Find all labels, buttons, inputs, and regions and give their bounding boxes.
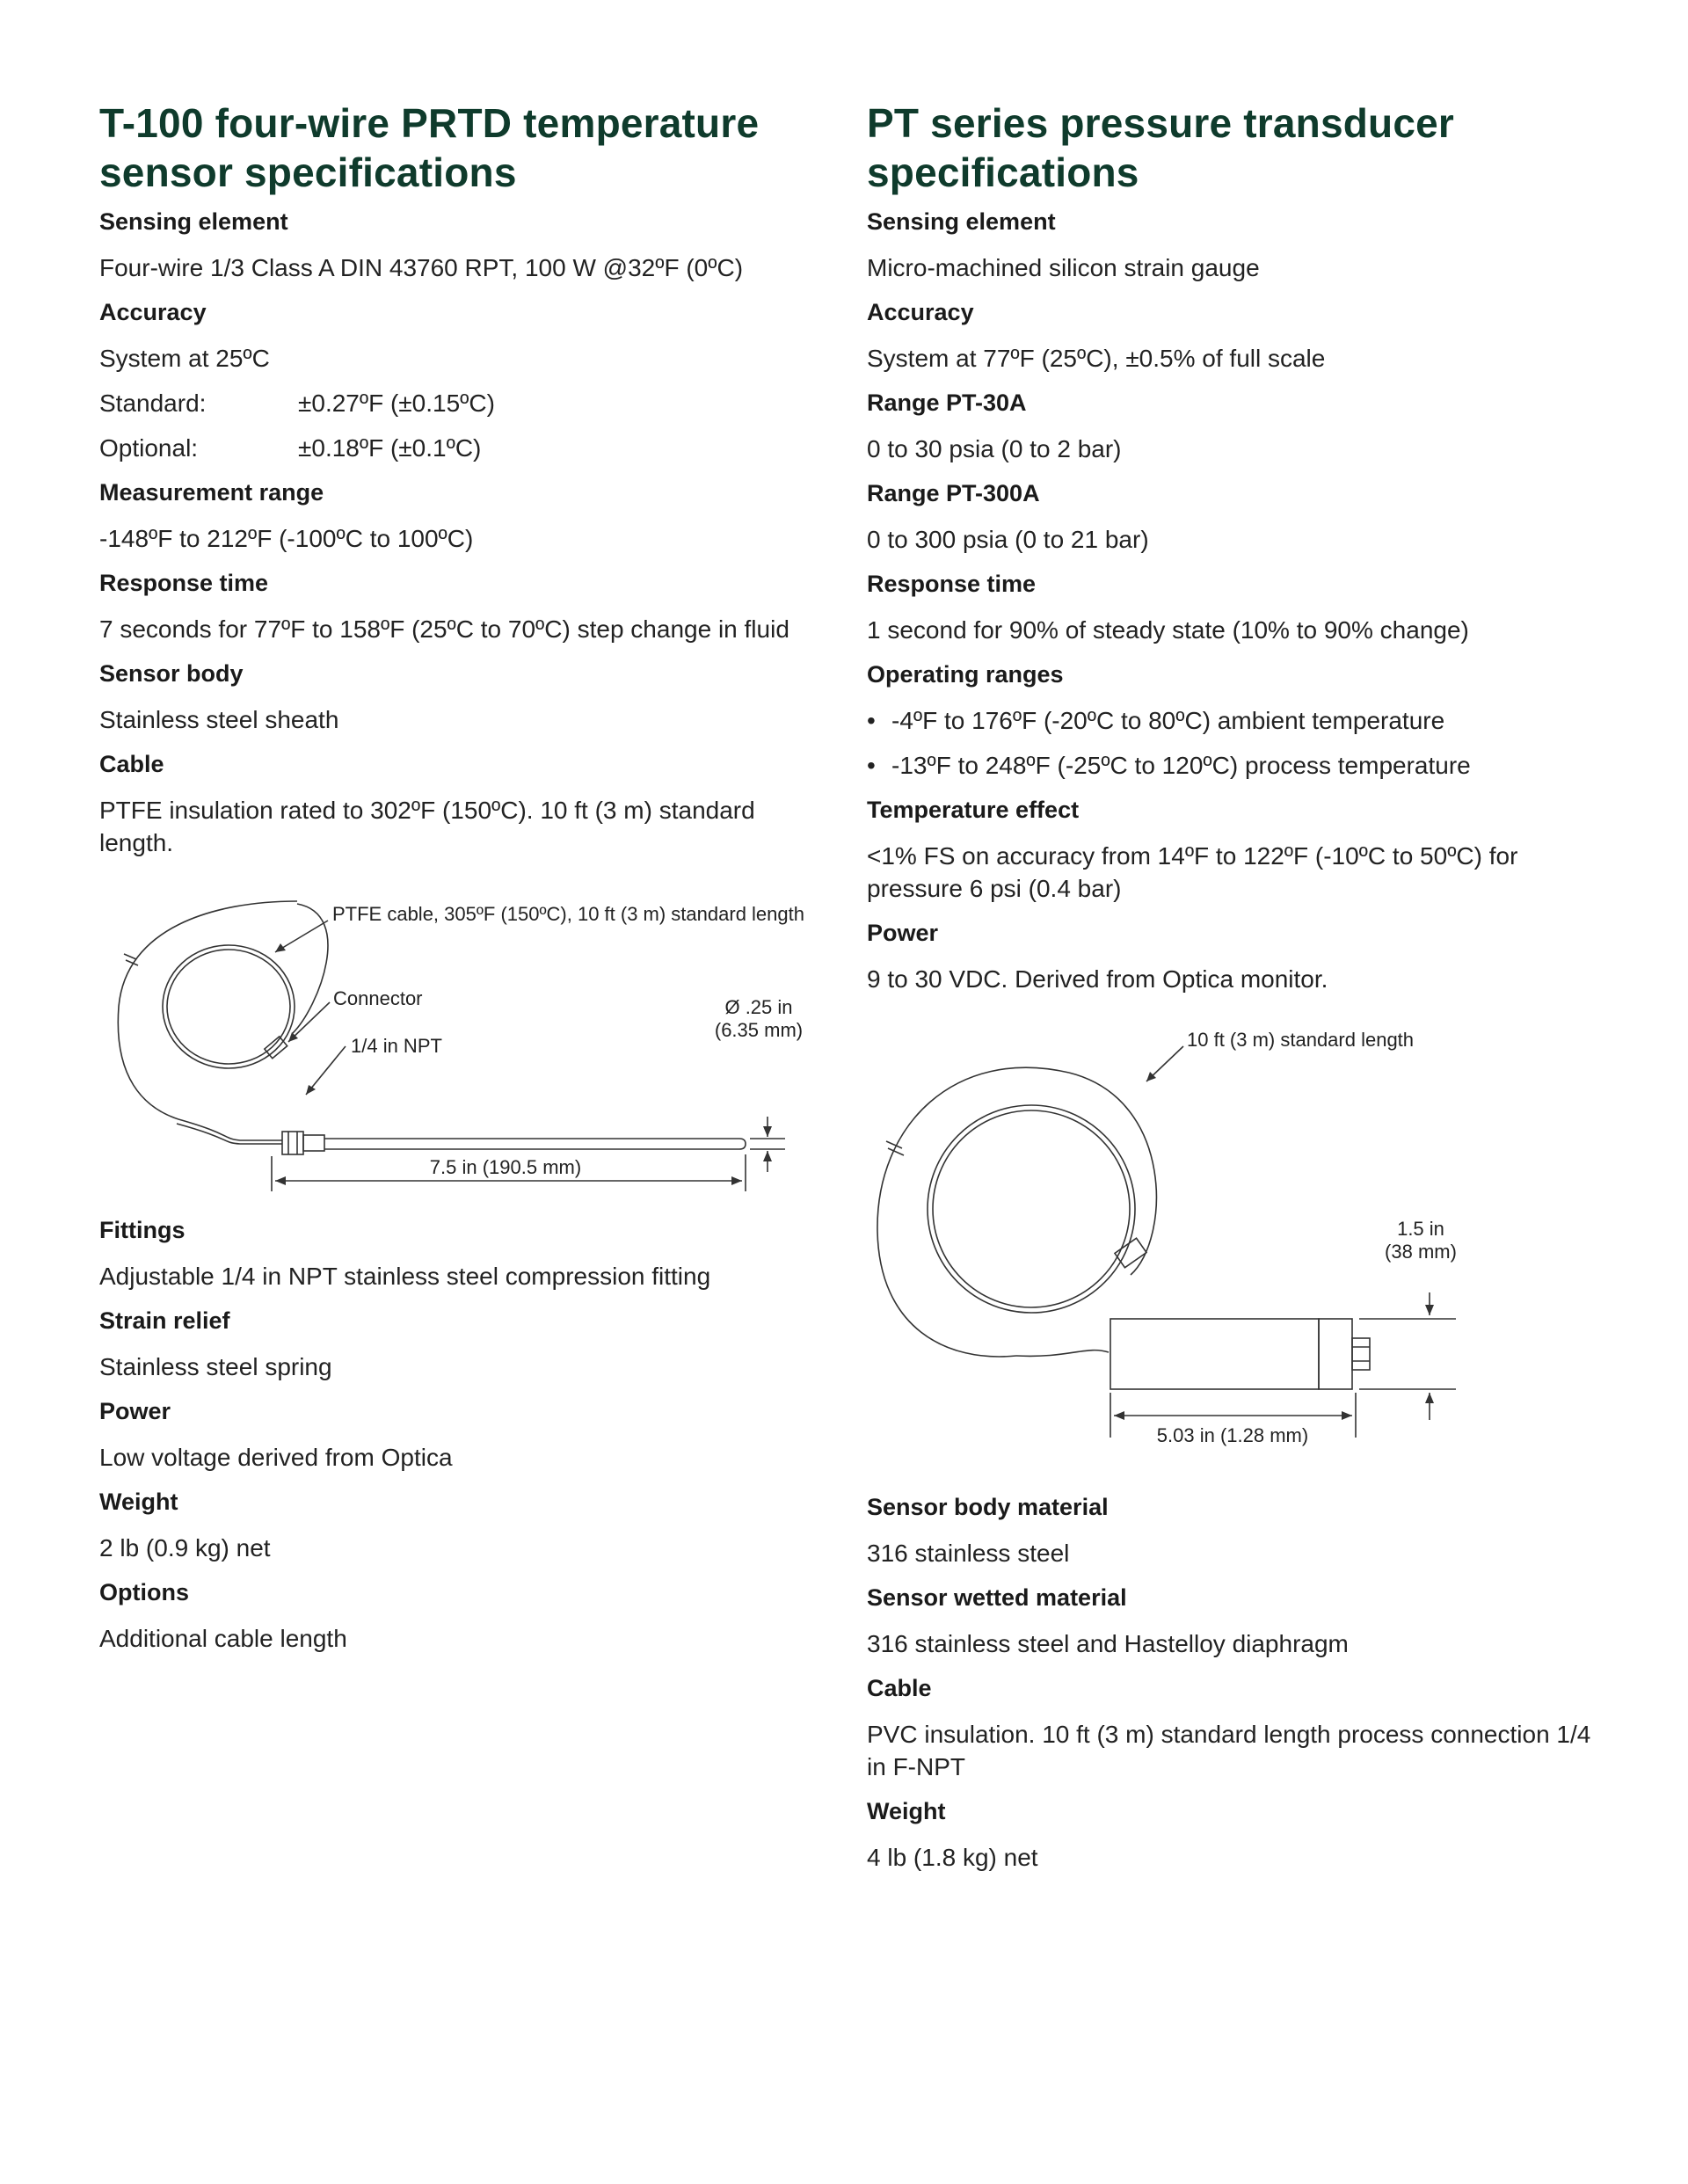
operating-ranges-list xyxy=(867,704,1597,782)
sensing-element-label: Sensing element xyxy=(867,208,1056,235)
t100-title: T-100 four-wire PRTD temperature sensor specifications xyxy=(99,100,760,195)
inner-cable-coil xyxy=(163,945,295,1068)
process-fitting xyxy=(1352,1338,1370,1370)
operating-range-text: -4ºF to 176ºF (-20ºC to 80ºC) ambient temperature xyxy=(891,707,1445,734)
response-time-label: Response time xyxy=(99,570,269,596)
temperature-effect-label: Temperature effect xyxy=(867,797,1080,823)
pt-drawing-svg xyxy=(867,1011,1597,1468)
options-label: Options xyxy=(99,1579,189,1605)
response-time-label: Response time xyxy=(867,571,1037,597)
temperature-effect-value: <1% FS on accuracy from 14ºF to 122ºF (-10ºC to 50ºC) for pressure 6 psi (0.4 bar) xyxy=(867,842,1518,902)
transducer-body xyxy=(1110,1319,1319,1389)
accuracy-value: System at 77ºF (25ºC), ±0.5% of full scale xyxy=(867,345,1326,372)
sensor-body-value: Stainless steel sheath xyxy=(99,706,339,733)
range-pt30a-label: Range PT-30A xyxy=(867,389,1027,416)
cable-callout: 10 ft (3 m) standard length xyxy=(1187,1029,1415,1051)
length-dimension-label: 7.5 in (190.5 mm) xyxy=(429,1156,582,1178)
weight-value: 4 lb (1.8 kg) net xyxy=(867,1844,1038,1871)
cable-value: PVC insulation. 10 ft (3 m) standard length process connection 1/4 in F-NPT xyxy=(867,1721,1591,1780)
weight-label: Weight xyxy=(867,1798,946,1824)
operating-ranges-label: Operating ranges xyxy=(867,661,1064,688)
accuracy-row-key: Optional: xyxy=(99,434,199,462)
outer-cable-coil xyxy=(118,901,297,1119)
pt-title: PT series pressure transducer specifications xyxy=(867,100,1455,195)
t100-spec-column xyxy=(99,98,829,1667)
pt-spec-column xyxy=(867,98,1597,1886)
body-material-value: 316 stainless steel xyxy=(867,1540,1070,1567)
response-time-value: 1 second for 90% of steady state (10% to 90% change) xyxy=(867,616,1469,644)
accuracy-row-key: Standard: xyxy=(99,389,207,417)
measurement-range-value: -148ºF to 212ºF (-100ºC to 100ºC) xyxy=(99,525,474,552)
sensing-element-value: Micro-machined silicon strain gauge xyxy=(867,254,1260,281)
inner-cable-coil xyxy=(928,1105,1135,1313)
power-value: 9 to 30 VDC. Derived from Optica monitor. xyxy=(867,965,1328,993)
diameter-label-line1: Ø .25 in xyxy=(724,996,793,1018)
t100-drawing-svg xyxy=(99,875,829,1191)
accuracy-row-value: ±0.18ºF (±0.1ºC) xyxy=(298,434,482,462)
wetted-material-value: 316 stainless steel and Hastelloy diaphragm xyxy=(867,1630,1349,1657)
bullet-icon: • xyxy=(867,707,876,734)
range-pt30a-value: 0 to 30 psia (0 to 2 bar) xyxy=(867,435,1122,462)
operating-range-text: -13ºF to 248ºF (-25ºC to 120ºC) process temperature xyxy=(891,752,1471,779)
cable-label: Cable xyxy=(99,751,164,777)
range-pt300a-label: Range PT-300A xyxy=(867,480,1040,506)
power-label: Power xyxy=(867,920,939,946)
cable-value: PTFE insulation rated to 302ºF (150ºC). 10 ft (3 m) standard length. xyxy=(99,797,755,856)
diameter-label-line2: (6.35 mm) xyxy=(714,1019,804,1041)
strain-relief-value: Stainless steel spring xyxy=(99,1353,332,1380)
length-dimension-label: 5.03 in (1.28 mm) xyxy=(1156,1424,1309,1446)
probe-sheath xyxy=(324,1139,746,1149)
list-item xyxy=(867,749,1597,782)
connector-callout: Connector xyxy=(333,987,423,1009)
accuracy-label: Accuracy xyxy=(867,299,974,325)
t100-dimension-drawing xyxy=(99,875,829,1191)
range-pt300a-value: 0 to 300 psia (0 to 21 bar) xyxy=(867,526,1149,553)
bullet-icon: • xyxy=(867,752,876,779)
options-value: Additional cable length xyxy=(99,1625,347,1652)
response-time-value: 7 seconds for 77ºF to 158ºF (25ºC to 70ºC) step change in fluid xyxy=(99,615,789,643)
accuracy-row-standard xyxy=(99,387,829,419)
diameter-label-line2: (38 mm) xyxy=(1385,1241,1457,1263)
weight-value: 2 lb (0.9 kg) net xyxy=(99,1534,271,1562)
fittings-label: Fittings xyxy=(99,1217,186,1243)
npt-fitting-shape xyxy=(282,1132,303,1154)
measurement-range-label: Measurement range xyxy=(99,479,324,506)
body-material-label: Sensor body material xyxy=(867,1494,1109,1520)
pt-dimension-drawing xyxy=(867,1011,1597,1468)
diameter-label-line1: 1.5 in xyxy=(1397,1218,1444,1240)
cable-callout: PTFE cable, 305ºF (150ºC), 10 ft (3 m) standard length xyxy=(332,903,804,925)
sensing-element-label: Sensing element xyxy=(99,208,288,235)
power-value: Low voltage derived from Optica xyxy=(99,1444,453,1471)
npt-callout: 1/4 in NPT xyxy=(351,1035,442,1057)
cable-label: Cable xyxy=(867,1675,932,1701)
accuracy-row-value: ±0.27ºF (±0.15ºC) xyxy=(298,389,495,417)
accuracy-label: Accuracy xyxy=(99,299,207,325)
sensing-element-value: Four-wire 1/3 Class A DIN 43760 RPT, 100 W @32ºF (0ºC) xyxy=(99,254,744,281)
list-item xyxy=(867,704,1597,737)
fittings-value: Adjustable 1/4 in NPT stainless steel compression fitting xyxy=(99,1263,711,1290)
strain-relief-label: Strain relief xyxy=(99,1307,230,1334)
accuracy-system: System at 25ºC xyxy=(99,345,270,372)
power-label: Power xyxy=(99,1398,171,1424)
wetted-material-label: Sensor wetted material xyxy=(867,1584,1127,1611)
weight-label: Weight xyxy=(99,1489,178,1515)
accuracy-row-optional xyxy=(99,432,829,464)
sensor-body-label: Sensor body xyxy=(99,660,244,687)
